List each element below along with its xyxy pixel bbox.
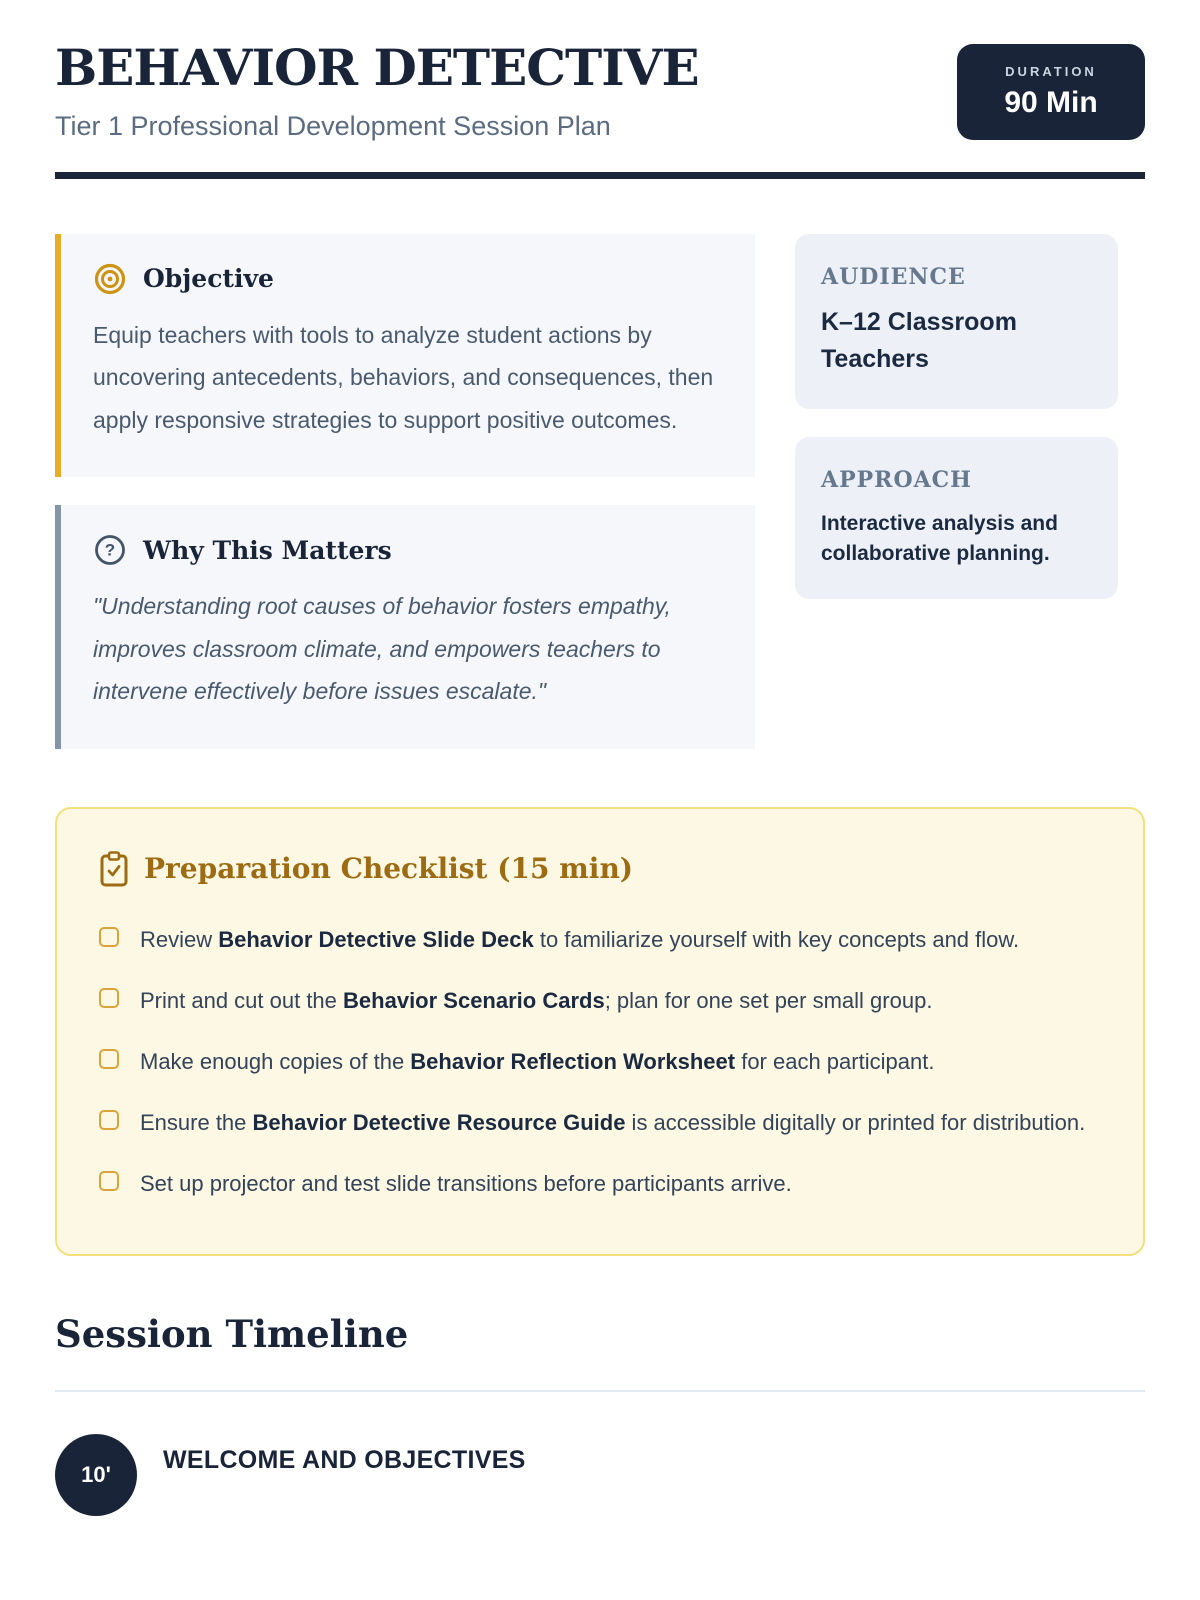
material-name: Behavior Detective Resource Guide bbox=[252, 1110, 626, 1136]
objective-title-row bbox=[93, 262, 723, 296]
timeline-items bbox=[55, 1434, 1145, 1516]
approach-label: APPROACH bbox=[821, 466, 972, 493]
why-title-row bbox=[93, 533, 723, 567]
duration-label: DURATION bbox=[1005, 64, 1097, 79]
duration-badge bbox=[957, 44, 1145, 140]
page-subtitle: Tier 1 Professional Development Session Plan bbox=[55, 110, 611, 141]
timeline-item bbox=[55, 1434, 1145, 1516]
preparation-checklist bbox=[55, 807, 1145, 1256]
why-title: Why This Matters bbox=[143, 535, 392, 565]
header-divider bbox=[55, 172, 1145, 179]
target-icon bbox=[93, 262, 127, 296]
material-name: Behavior Reflection Worksheet bbox=[410, 1048, 736, 1074]
material-name: Behavior Scenario Cards bbox=[343, 987, 605, 1013]
text-segment: for each participant. bbox=[735, 1048, 935, 1074]
text-segment: Set up projector and test slide transitions before participants arrive. bbox=[140, 1171, 792, 1197]
text-segment: Make enough copies of the bbox=[140, 1048, 411, 1074]
checklist-item-text bbox=[140, 923, 1019, 957]
checklist-item-text bbox=[140, 1106, 1085, 1140]
header bbox=[55, 38, 1145, 142]
why-this-matters-card bbox=[55, 505, 755, 749]
timeline-item-title: WELCOME AND OBJECTIVES bbox=[163, 1446, 526, 1475]
audience-label: AUDIENCE bbox=[821, 263, 966, 290]
text-segment: ; plan for one set per small group. bbox=[604, 987, 933, 1013]
svg-text:?: ? bbox=[104, 540, 116, 560]
audience-card bbox=[795, 234, 1118, 409]
content-grid bbox=[55, 234, 1145, 749]
checkbox-icon[interactable] bbox=[99, 1049, 119, 1069]
header-titles bbox=[55, 38, 699, 142]
checkbox-icon[interactable] bbox=[99, 927, 119, 947]
prep-title-row bbox=[99, 851, 1101, 887]
question-circle-icon bbox=[93, 533, 127, 567]
left-column bbox=[55, 234, 755, 749]
prep-title: Preparation Checklist (15 min) bbox=[144, 852, 634, 886]
checklist-item bbox=[99, 1106, 1101, 1140]
objective-title: Objective bbox=[143, 264, 274, 293]
checklist-item-text bbox=[140, 1167, 792, 1201]
audience-value: K–12 Classroom Teachers bbox=[821, 307, 1017, 373]
approach-value: Interactive analysis and collaborative planning. bbox=[821, 511, 1058, 565]
objective-card bbox=[55, 234, 755, 478]
checklist-item bbox=[99, 1167, 1101, 1201]
text-segment: Ensure the bbox=[140, 1110, 253, 1136]
duration-value: 90 Min bbox=[1004, 86, 1098, 119]
checklist-item bbox=[99, 984, 1101, 1018]
checklist-item bbox=[99, 1045, 1101, 1079]
clipboard-check-icon bbox=[99, 851, 129, 887]
timeline-duration-badge: 10' bbox=[55, 1434, 137, 1516]
page-title: BEHAVIOR DETECTIVE bbox=[55, 38, 699, 97]
text-segment: Print and cut out the bbox=[140, 987, 344, 1013]
objective-body: Equip teachers with tools to analyze student actions by uncovering antecedents, behaviors, and consequences, then apply responsive strategies to support positive outcomes. bbox=[93, 321, 714, 433]
text-segment: is accessible digitally or printed for distribution. bbox=[625, 1110, 1086, 1136]
why-quote: "Understanding root causes of behavior fosters empathy, improves classroom climate, and empowers teachers to intervene effectively before issues escalate." bbox=[93, 593, 671, 705]
text-segment: Review bbox=[140, 926, 219, 952]
checkbox-icon[interactable] bbox=[99, 988, 119, 1008]
checklist-item bbox=[99, 923, 1101, 957]
checklist-items bbox=[99, 923, 1101, 1201]
material-name: Behavior Detective Slide Deck bbox=[218, 926, 534, 952]
approach-card bbox=[795, 437, 1118, 600]
right-column bbox=[795, 234, 1118, 749]
timeline-divider bbox=[55, 1390, 1145, 1392]
text-segment: to familiarize yourself with key concepts and flow. bbox=[533, 926, 1020, 952]
checklist-item-text bbox=[140, 984, 932, 1018]
session-timeline-heading: Session Timeline bbox=[55, 1312, 409, 1357]
checkbox-icon[interactable] bbox=[99, 1171, 119, 1191]
checkbox-icon[interactable] bbox=[99, 1110, 119, 1130]
checklist-item-text bbox=[140, 1045, 934, 1079]
